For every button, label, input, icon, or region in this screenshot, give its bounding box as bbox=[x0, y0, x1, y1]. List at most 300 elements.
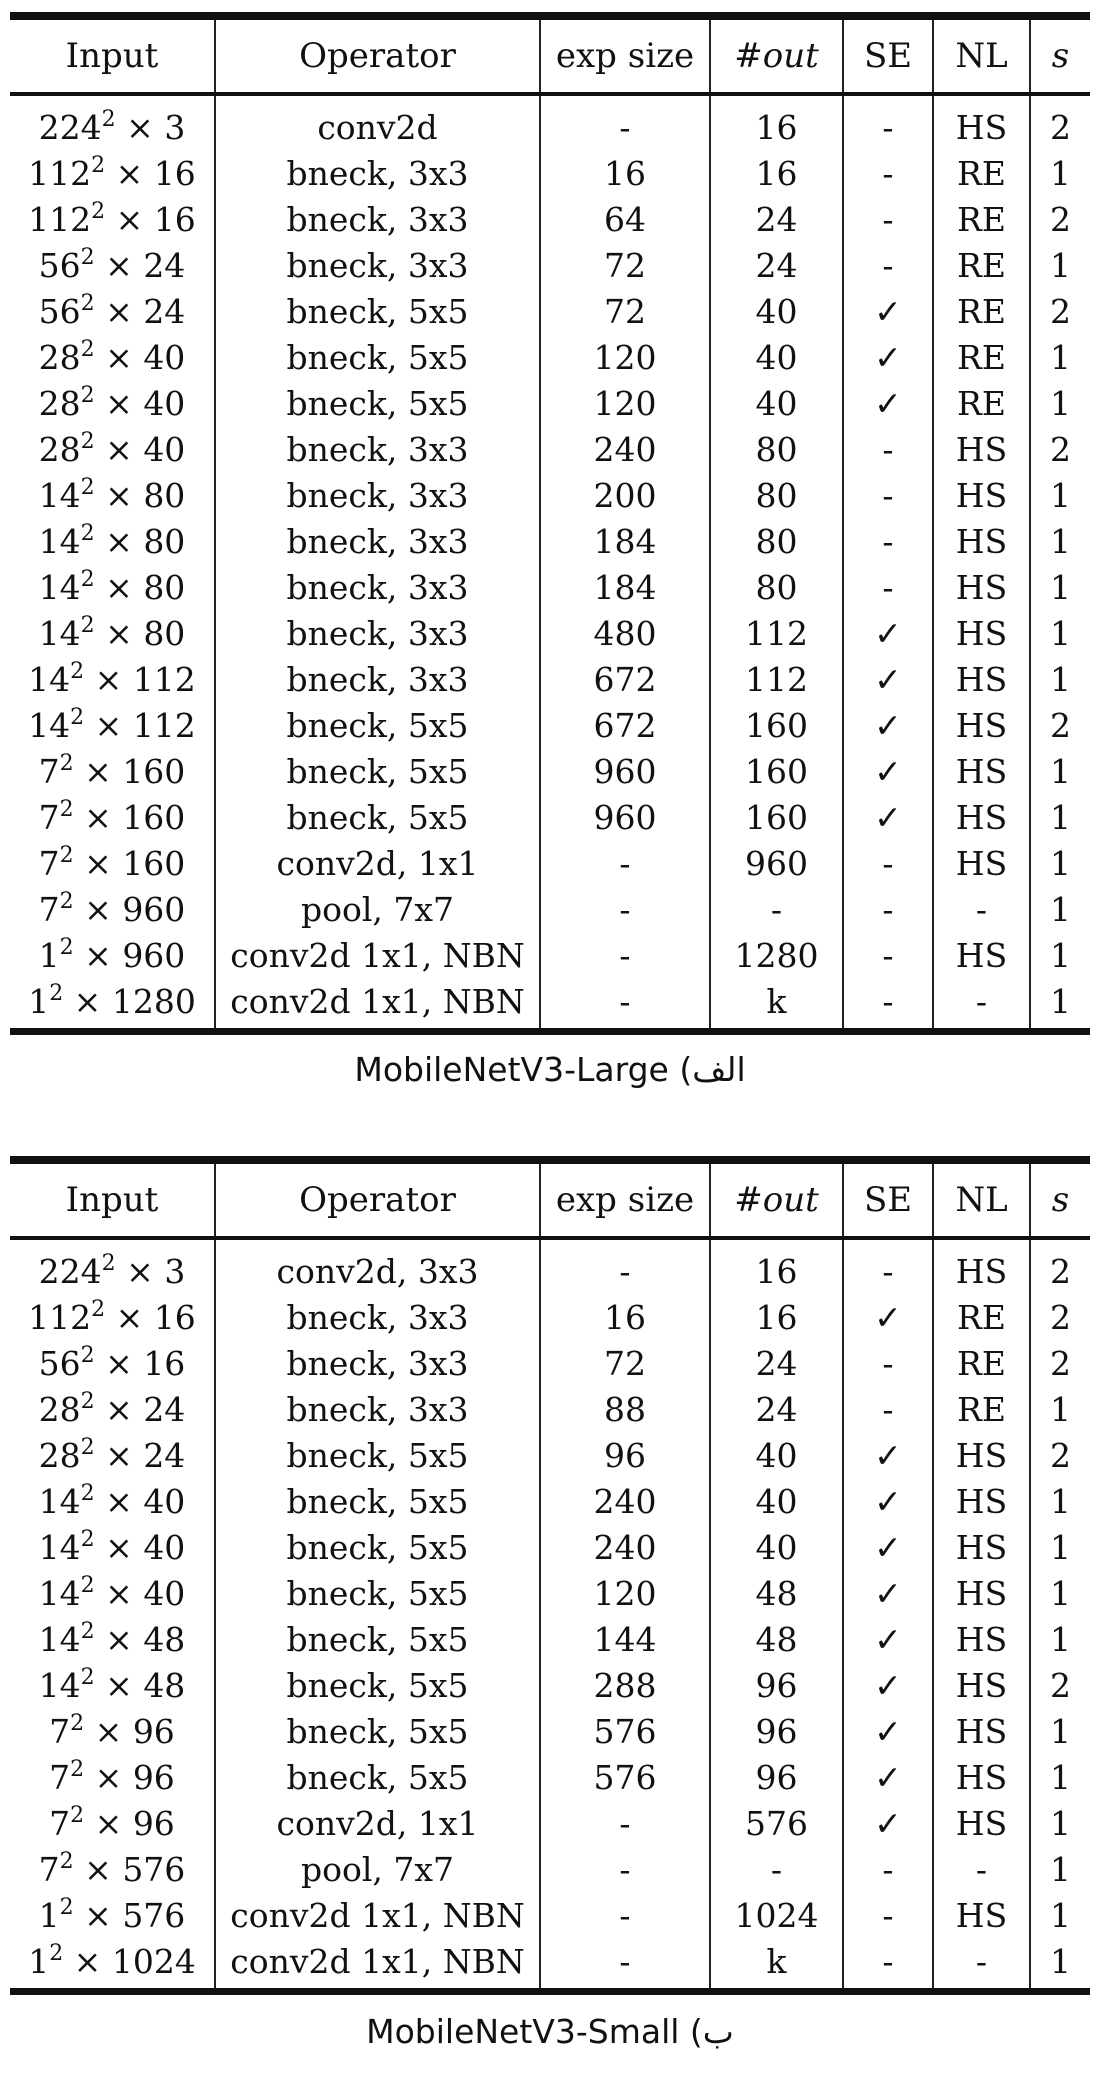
operator-cell: bneck, 5x5 bbox=[215, 380, 540, 426]
input-resolution: 56 bbox=[38, 245, 81, 285]
input-cell bbox=[10, 564, 215, 610]
stride-cell: 1 bbox=[1050, 889, 1071, 929]
nl-cell: HS bbox=[933, 1892, 1030, 1938]
stride-cell: 1 bbox=[1050, 1619, 1071, 1659]
out-cell: 48 bbox=[710, 1570, 843, 1616]
times-sign: × bbox=[115, 1251, 165, 1291]
operator-cell: conv2d bbox=[215, 94, 540, 150]
times-sign: × bbox=[73, 1849, 123, 1889]
se-cell: ✓ bbox=[843, 1478, 933, 1524]
times-sign: × bbox=[63, 1941, 112, 1981]
operator-cell: bneck, 3x3 bbox=[215, 196, 540, 242]
se-cell: - bbox=[843, 1938, 933, 1992]
exp-size-cell: - bbox=[540, 1800, 710, 1846]
large-table-caption: MobileNetV3-Large (الف bbox=[354, 1050, 746, 1089]
operator-cell: pool, 7x7 bbox=[215, 1846, 540, 1892]
operator-cell: bneck, 5x5 bbox=[215, 1708, 540, 1754]
nl-cell: HS bbox=[933, 1754, 1030, 1800]
se-cell: - bbox=[843, 1340, 933, 1386]
input-resolution: 7 bbox=[38, 889, 60, 929]
table-row bbox=[10, 1800, 1090, 1846]
se-cell: ✓ bbox=[843, 1662, 933, 1708]
squared-exponent: 2 bbox=[80, 520, 95, 546]
se-cell: - bbox=[843, 564, 933, 610]
out-cell: 112 bbox=[710, 656, 843, 702]
stride-cell: 1 bbox=[1050, 843, 1071, 883]
operator-cell: bneck, 5x5 bbox=[215, 794, 540, 840]
input-resolution: 7 bbox=[38, 1849, 60, 1889]
out-cell: k bbox=[710, 1938, 843, 1992]
nl-cell: RE bbox=[933, 1294, 1030, 1340]
input-cell bbox=[10, 1478, 215, 1524]
operator-cell: bneck, 5x5 bbox=[215, 334, 540, 380]
input-cell bbox=[10, 610, 215, 656]
stride-cell: 1 bbox=[1050, 383, 1071, 423]
exp-size-cell: 672 bbox=[540, 656, 710, 702]
exp-size-cell: 16 bbox=[540, 150, 710, 196]
squared-exponent: 2 bbox=[59, 750, 74, 776]
table-row bbox=[10, 794, 1090, 840]
stride-cell: 2 bbox=[1050, 291, 1071, 331]
se-cell: - bbox=[843, 1238, 933, 1294]
table-row bbox=[10, 978, 1090, 1032]
squared-exponent: 2 bbox=[80, 1572, 95, 1598]
table-row bbox=[10, 1846, 1090, 1892]
exp-size-cell: 96 bbox=[540, 1432, 710, 1478]
input-cell bbox=[10, 472, 215, 518]
times-sign: × bbox=[73, 935, 123, 975]
se-cell: ✓ bbox=[843, 1524, 933, 1570]
squared-exponent: 2 bbox=[80, 612, 95, 638]
header-row bbox=[10, 16, 1090, 94]
input-cell bbox=[10, 932, 215, 978]
exp-size-cell: 240 bbox=[540, 426, 710, 472]
out-cell: 40 bbox=[710, 334, 843, 380]
squared-exponent: 2 bbox=[49, 980, 64, 1006]
input-cell bbox=[10, 1846, 215, 1892]
header-out: #out bbox=[710, 16, 843, 94]
stride-cell: 2 bbox=[1050, 429, 1071, 469]
input-resolution: 28 bbox=[38, 383, 81, 423]
stride-cell: 1 bbox=[1050, 567, 1071, 607]
operator-cell: bneck, 5x5 bbox=[215, 1524, 540, 1570]
squared-exponent: 2 bbox=[80, 382, 95, 408]
nl-cell: HS bbox=[933, 426, 1030, 472]
table-row bbox=[10, 1938, 1090, 1992]
se-cell: - bbox=[843, 1386, 933, 1432]
input-channels: 80 bbox=[143, 521, 186, 561]
header-operator: Operator bbox=[215, 1160, 540, 1238]
squared-exponent: 2 bbox=[101, 1250, 116, 1276]
out-cell: 48 bbox=[710, 1616, 843, 1662]
squared-exponent: 2 bbox=[59, 842, 74, 868]
input-cell bbox=[10, 840, 215, 886]
squared-exponent: 2 bbox=[59, 1894, 74, 1920]
table-row bbox=[10, 380, 1090, 426]
input-channels: 160 bbox=[122, 797, 186, 837]
operator-cell: bneck, 5x5 bbox=[215, 1570, 540, 1616]
input-cell bbox=[10, 1386, 215, 1432]
exp-size-cell: 960 bbox=[540, 748, 710, 794]
squared-exponent: 2 bbox=[80, 428, 95, 454]
times-sign: × bbox=[73, 797, 123, 837]
input-channels: 16 bbox=[153, 1297, 196, 1337]
times-sign: × bbox=[84, 1711, 133, 1751]
out-cell: 96 bbox=[710, 1754, 843, 1800]
out-cell: 80 bbox=[710, 472, 843, 518]
stride-cell: 1 bbox=[1050, 751, 1071, 791]
input-cell bbox=[10, 150, 215, 196]
out-cell: 112 bbox=[710, 610, 843, 656]
times-sign: × bbox=[73, 751, 123, 791]
se-cell: - bbox=[843, 242, 933, 288]
input-channels: 24 bbox=[143, 245, 186, 285]
input-cell bbox=[10, 1708, 215, 1754]
exp-size-cell: - bbox=[540, 886, 710, 932]
header-exp-size: exp size bbox=[540, 1160, 710, 1238]
input-resolution: 14 bbox=[38, 1619, 81, 1659]
operator-cell: conv2d, 3x3 bbox=[215, 1238, 540, 1294]
stride-cell: 1 bbox=[1050, 1757, 1071, 1797]
out-cell: 40 bbox=[710, 1432, 843, 1478]
stride-cell: 1 bbox=[1050, 1389, 1071, 1429]
input-cell bbox=[10, 1892, 215, 1938]
input-resolution: 56 bbox=[38, 1343, 81, 1383]
times-sign: × bbox=[63, 981, 112, 1021]
se-cell: ✓ bbox=[843, 1800, 933, 1846]
out-cell: 80 bbox=[710, 426, 843, 472]
input-channels: 1280 bbox=[111, 981, 196, 1021]
input-resolution: 14 bbox=[28, 705, 71, 745]
se-cell: ✓ bbox=[843, 610, 933, 656]
out-cell: 96 bbox=[710, 1662, 843, 1708]
input-channels: 1024 bbox=[111, 1941, 196, 1981]
stride-cell: 2 bbox=[1050, 705, 1071, 745]
squared-exponent: 2 bbox=[59, 796, 74, 822]
operator-cell: conv2d, 1x1 bbox=[215, 1800, 540, 1846]
operator-cell: bneck, 3x3 bbox=[215, 564, 540, 610]
table-row bbox=[10, 150, 1090, 196]
table-row bbox=[10, 1708, 1090, 1754]
squared-exponent: 2 bbox=[80, 1342, 95, 1368]
out-cell: - bbox=[710, 1846, 843, 1892]
stride-cell: 2 bbox=[1050, 1665, 1071, 1705]
small-table-body bbox=[10, 1238, 1090, 1992]
input-channels: 48 bbox=[143, 1665, 186, 1705]
times-sign: × bbox=[84, 1757, 133, 1797]
header-stride: s bbox=[1030, 1160, 1090, 1238]
times-sign: × bbox=[94, 1343, 144, 1383]
se-cell: ✓ bbox=[843, 794, 933, 840]
out-cell: 160 bbox=[710, 702, 843, 748]
exp-size-cell: - bbox=[540, 1846, 710, 1892]
squared-exponent: 2 bbox=[80, 1664, 95, 1690]
out-cell: 16 bbox=[710, 1238, 843, 1294]
nl-cell: - bbox=[933, 1938, 1030, 1992]
input-channels: 160 bbox=[122, 751, 186, 791]
input-cell bbox=[10, 1238, 215, 1294]
se-cell: ✓ bbox=[843, 748, 933, 794]
exp-size-cell: - bbox=[540, 94, 710, 150]
header-input: Input bbox=[10, 1160, 215, 1238]
nl-cell: RE bbox=[933, 288, 1030, 334]
stride-cell: 1 bbox=[1050, 1803, 1071, 1843]
times-sign: × bbox=[84, 1803, 133, 1843]
exp-size-cell: 64 bbox=[540, 196, 710, 242]
stride-cell: 2 bbox=[1050, 107, 1071, 147]
input-channels: 40 bbox=[143, 429, 186, 469]
table-row bbox=[10, 656, 1090, 702]
input-channels: 96 bbox=[132, 1711, 175, 1751]
exp-size-cell: 576 bbox=[540, 1708, 710, 1754]
header-out: #out bbox=[710, 1160, 843, 1238]
nl-cell: RE bbox=[933, 150, 1030, 196]
stride-cell: 1 bbox=[1050, 1481, 1071, 1521]
stride-cell: 1 bbox=[1050, 521, 1071, 561]
exp-size-cell: 120 bbox=[540, 1570, 710, 1616]
input-channels: 48 bbox=[143, 1619, 186, 1659]
se-cell: - bbox=[843, 932, 933, 978]
out-cell: 16 bbox=[710, 94, 843, 150]
input-cell bbox=[10, 1616, 215, 1662]
input-resolution: 224 bbox=[38, 1251, 102, 1291]
input-cell bbox=[10, 1340, 215, 1386]
exp-size-cell: 240 bbox=[540, 1524, 710, 1570]
se-cell: - bbox=[843, 1892, 933, 1938]
stride-cell: 1 bbox=[1050, 797, 1071, 837]
out-cell: 40 bbox=[710, 1478, 843, 1524]
squared-exponent: 2 bbox=[70, 1710, 85, 1736]
nl-cell: HS bbox=[933, 1432, 1030, 1478]
stride-cell: 1 bbox=[1050, 1711, 1071, 1751]
times-sign: × bbox=[73, 889, 123, 929]
stride-cell: 1 bbox=[1050, 1573, 1071, 1613]
se-cell: - bbox=[843, 886, 933, 932]
small-architecture-table bbox=[10, 1156, 1090, 1995]
table-row bbox=[10, 1238, 1090, 1294]
exp-size-cell: - bbox=[540, 840, 710, 886]
squared-exponent: 2 bbox=[101, 106, 116, 132]
exp-size-cell: 480 bbox=[540, 610, 710, 656]
squared-exponent: 2 bbox=[80, 1480, 95, 1506]
input-cell bbox=[10, 1294, 215, 1340]
nl-cell: HS bbox=[933, 840, 1030, 886]
table-row bbox=[10, 1432, 1090, 1478]
squared-exponent: 2 bbox=[91, 152, 106, 178]
input-cell bbox=[10, 1938, 215, 1992]
header-operator: Operator bbox=[215, 16, 540, 94]
out-cell: 1280 bbox=[710, 932, 843, 978]
exp-size-cell: 576 bbox=[540, 1754, 710, 1800]
times-sign: × bbox=[115, 107, 165, 147]
se-cell: - bbox=[843, 978, 933, 1032]
input-channels: 3 bbox=[164, 107, 186, 147]
out-cell: 16 bbox=[710, 150, 843, 196]
out-cell: 24 bbox=[710, 196, 843, 242]
input-cell bbox=[10, 94, 215, 150]
squared-exponent: 2 bbox=[49, 1940, 64, 1966]
exp-size-cell: - bbox=[540, 1938, 710, 1992]
operator-cell: conv2d 1x1, NBN bbox=[215, 932, 540, 978]
input-channels: 112 bbox=[132, 705, 196, 745]
table-row bbox=[10, 288, 1090, 334]
exp-size-cell: 144 bbox=[540, 1616, 710, 1662]
times-sign: × bbox=[94, 1665, 144, 1705]
exp-size-cell: 72 bbox=[540, 288, 710, 334]
header-exp-size: exp size bbox=[540, 16, 710, 94]
input-cell bbox=[10, 1662, 215, 1708]
input-resolution: 56 bbox=[38, 291, 81, 331]
input-channels: 576 bbox=[122, 1849, 186, 1889]
input-resolution: 112 bbox=[28, 1297, 92, 1337]
header-se: SE bbox=[843, 16, 933, 94]
squared-exponent: 2 bbox=[91, 1296, 106, 1322]
input-channels: 96 bbox=[132, 1757, 175, 1797]
input-channels: 80 bbox=[143, 567, 186, 607]
times-sign: × bbox=[84, 705, 133, 745]
table-row bbox=[10, 334, 1090, 380]
input-resolution: 1 bbox=[38, 1895, 60, 1935]
out-cell: k bbox=[710, 978, 843, 1032]
se-cell: ✓ bbox=[843, 1616, 933, 1662]
nl-cell: RE bbox=[933, 380, 1030, 426]
squared-exponent: 2 bbox=[80, 1388, 95, 1414]
input-channels: 112 bbox=[132, 659, 196, 699]
operator-cell: bneck, 5x5 bbox=[215, 1616, 540, 1662]
table-row bbox=[10, 472, 1090, 518]
out-cell: 16 bbox=[710, 1294, 843, 1340]
operator-cell: bneck, 3x3 bbox=[215, 242, 540, 288]
table-row bbox=[10, 1524, 1090, 1570]
table-row bbox=[10, 932, 1090, 978]
input-resolution: 14 bbox=[38, 1527, 81, 1567]
input-cell bbox=[10, 1800, 215, 1846]
input-resolution: 112 bbox=[28, 199, 92, 239]
input-resolution: 14 bbox=[38, 567, 81, 607]
exp-size-cell: - bbox=[540, 1892, 710, 1938]
out-cell: 40 bbox=[710, 1524, 843, 1570]
input-resolution: 7 bbox=[49, 1711, 71, 1751]
stride-cell: 1 bbox=[1050, 475, 1071, 515]
out-cell: 80 bbox=[710, 518, 843, 564]
squared-exponent: 2 bbox=[80, 244, 95, 270]
times-sign: × bbox=[94, 1527, 144, 1567]
input-resolution: 7 bbox=[38, 751, 60, 791]
se-cell: ✓ bbox=[843, 1294, 933, 1340]
squared-exponent: 2 bbox=[59, 1848, 74, 1874]
table-row bbox=[10, 242, 1090, 288]
input-resolution: 28 bbox=[38, 429, 81, 469]
se-cell: - bbox=[843, 472, 933, 518]
input-channels: 160 bbox=[122, 843, 186, 883]
exp-size-cell: 120 bbox=[540, 334, 710, 380]
stride-cell: 1 bbox=[1050, 659, 1071, 699]
input-channels: 40 bbox=[143, 1481, 186, 1521]
table-row bbox=[10, 840, 1090, 886]
input-channels: 24 bbox=[143, 1435, 186, 1475]
se-cell: - bbox=[843, 94, 933, 150]
exp-size-cell: - bbox=[540, 978, 710, 1032]
input-channels: 16 bbox=[153, 199, 196, 239]
times-sign: × bbox=[94, 383, 144, 423]
stride-cell: 1 bbox=[1050, 1527, 1071, 1567]
nl-cell: RE bbox=[933, 1340, 1030, 1386]
out-cell: 960 bbox=[710, 840, 843, 886]
input-channels: 80 bbox=[143, 475, 186, 515]
input-resolution: 28 bbox=[38, 1435, 81, 1475]
table-row bbox=[10, 748, 1090, 794]
exp-size-cell: 120 bbox=[540, 380, 710, 426]
input-resolution: 14 bbox=[38, 475, 81, 515]
table-row bbox=[10, 1340, 1090, 1386]
se-cell: - bbox=[843, 1846, 933, 1892]
operator-cell: conv2d, 1x1 bbox=[215, 840, 540, 886]
times-sign: × bbox=[105, 199, 154, 239]
input-channels: 24 bbox=[143, 1389, 186, 1429]
nl-cell: HS bbox=[933, 518, 1030, 564]
input-resolution: 112 bbox=[28, 153, 92, 193]
input-cell bbox=[10, 656, 215, 702]
operator-cell: bneck, 3x3 bbox=[215, 1294, 540, 1340]
input-channels: 40 bbox=[143, 337, 186, 377]
times-sign: × bbox=[94, 567, 144, 607]
input-cell bbox=[10, 886, 215, 932]
se-cell: ✓ bbox=[843, 702, 933, 748]
se-cell: ✓ bbox=[843, 1570, 933, 1616]
operator-cell: bneck, 5x5 bbox=[215, 702, 540, 748]
input-channels: 3 bbox=[164, 1251, 186, 1291]
se-cell: - bbox=[843, 196, 933, 242]
nl-cell: HS bbox=[933, 656, 1030, 702]
squared-exponent: 2 bbox=[80, 1526, 95, 1552]
input-resolution: 14 bbox=[38, 1665, 81, 1705]
stride-cell: 1 bbox=[1050, 613, 1071, 653]
table-row bbox=[10, 1478, 1090, 1524]
out-cell: 80 bbox=[710, 564, 843, 610]
nl-cell: HS bbox=[933, 748, 1030, 794]
squared-exponent: 2 bbox=[80, 290, 95, 316]
input-resolution: 14 bbox=[38, 613, 81, 653]
nl-cell: HS bbox=[933, 1570, 1030, 1616]
input-resolution: 14 bbox=[38, 1481, 81, 1521]
exp-size-cell: 72 bbox=[540, 1340, 710, 1386]
table-row bbox=[10, 886, 1090, 932]
stride-cell: 2 bbox=[1050, 1297, 1071, 1337]
input-cell bbox=[10, 748, 215, 794]
input-channels: 96 bbox=[132, 1803, 175, 1843]
input-cell bbox=[10, 242, 215, 288]
out-cell: 1024 bbox=[710, 1892, 843, 1938]
input-resolution: 28 bbox=[38, 1389, 81, 1429]
exp-size-cell: 200 bbox=[540, 472, 710, 518]
header-nl: NL bbox=[933, 1160, 1030, 1238]
nl-cell: HS bbox=[933, 702, 1030, 748]
operator-cell: bneck, 3x3 bbox=[215, 426, 540, 472]
se-cell: ✓ bbox=[843, 656, 933, 702]
se-cell: ✓ bbox=[843, 1432, 933, 1478]
input-resolution: 14 bbox=[38, 521, 81, 561]
out-cell: 160 bbox=[710, 794, 843, 840]
exp-size-cell: 184 bbox=[540, 564, 710, 610]
operator-cell: bneck, 3x3 bbox=[215, 1386, 540, 1432]
exp-size-cell: - bbox=[540, 932, 710, 978]
squared-exponent: 2 bbox=[80, 474, 95, 500]
times-sign: × bbox=[94, 475, 144, 515]
input-resolution: 7 bbox=[49, 1803, 71, 1843]
table-row bbox=[10, 1616, 1090, 1662]
operator-cell: bneck, 5x5 bbox=[215, 288, 540, 334]
se-cell: - bbox=[843, 426, 933, 472]
